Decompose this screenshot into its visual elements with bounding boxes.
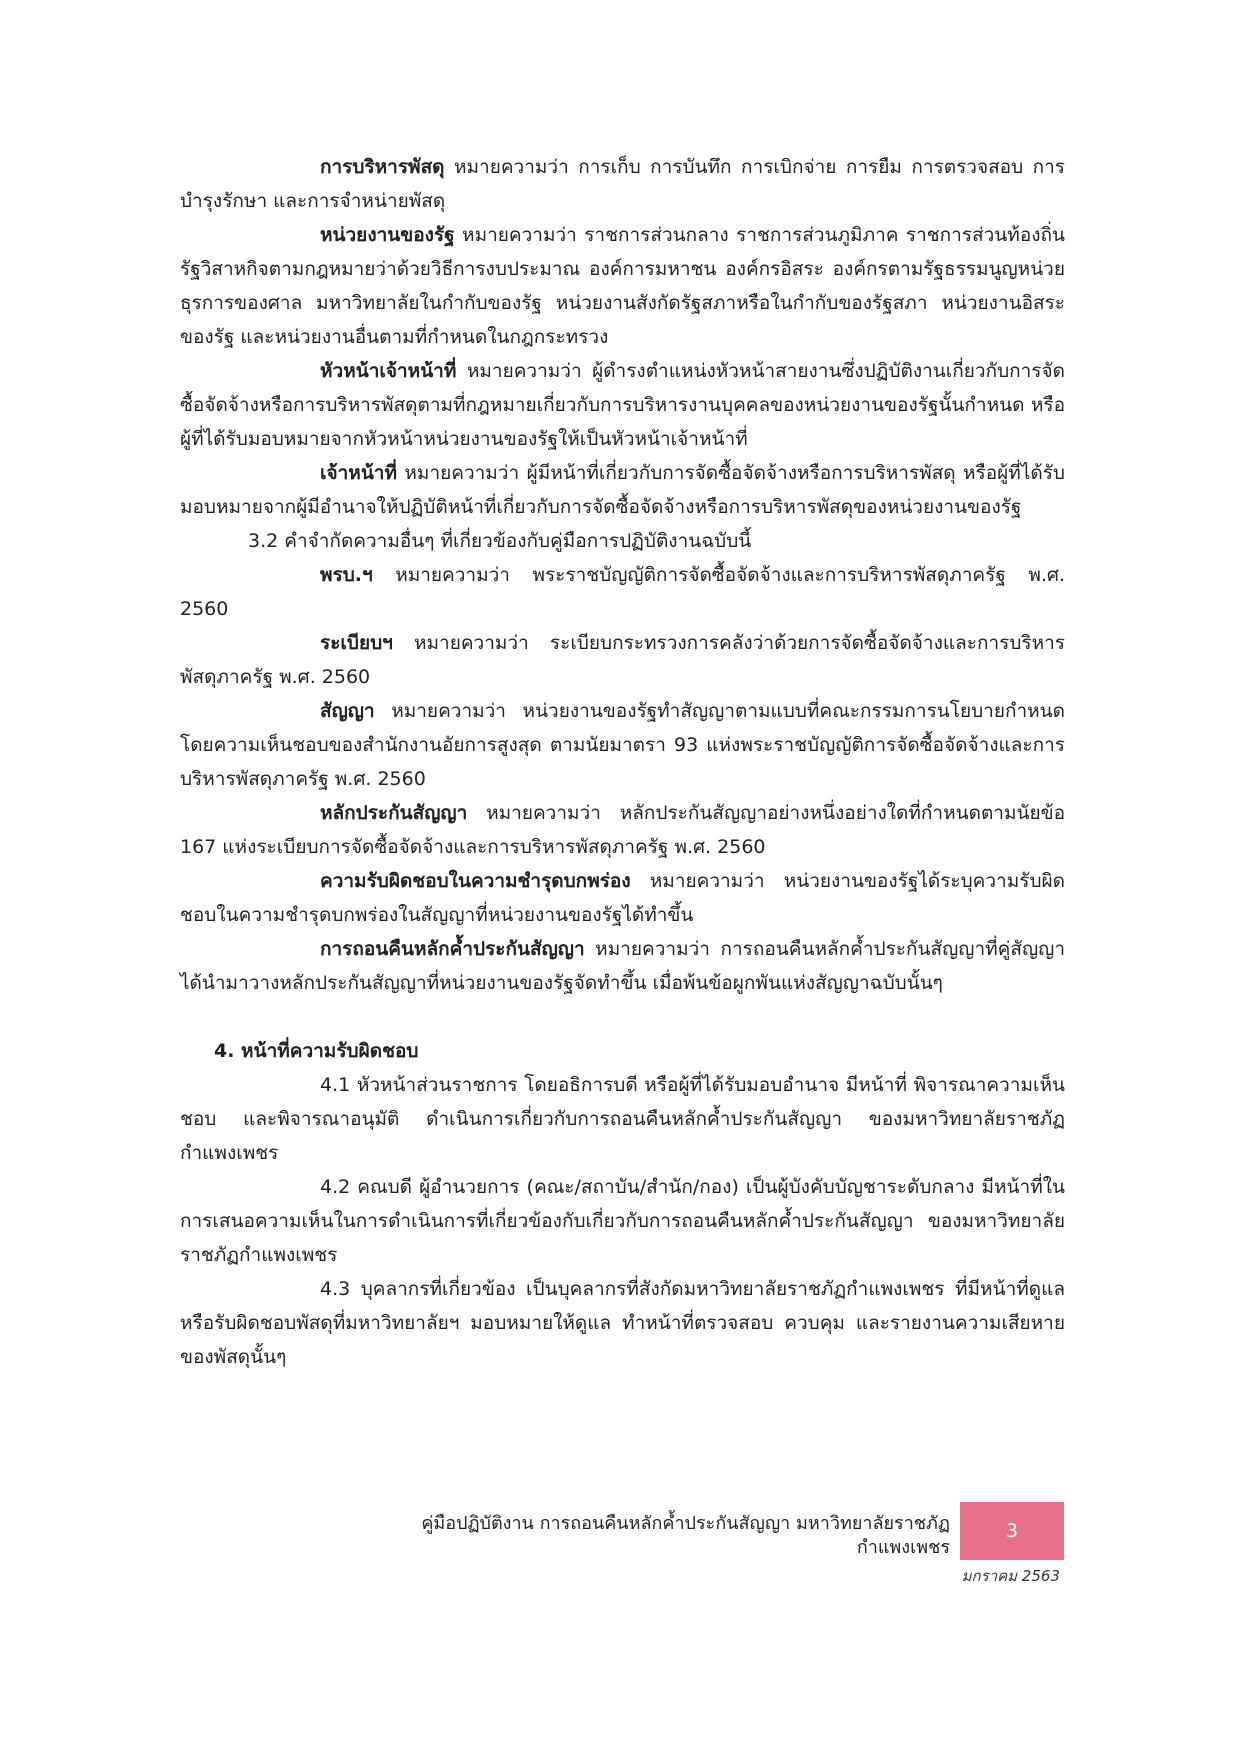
definition-paragraph bbox=[180, 864, 1065, 932]
definition-paragraph bbox=[180, 558, 1065, 626]
definition-text: หมายความว่า หน่วยงานของรัฐได้ระบุความรับผิดชอบในความชำรุดบกพร่องในสัญญาที่หน่วยงานของรัฐได้ทำขึ้น bbox=[180, 870, 1065, 926]
document-body bbox=[180, 150, 1065, 1374]
duty-paragraph: 4.1 หัวหน้าส่วนราชการ โดยอธิการบดี หรือผู้ที่ได้รับมอบอำนาจ มีหน้าที่ พิจารณาความเห็นชอบ และพิจารณาอนุมัติ ดำเนินการเกี่ยวกับการถอนคืนหลักค้ำประกันสัญญา ของมหาวิทยาลัยราชภัฏกำแพงเพชร bbox=[180, 1074, 1065, 1164]
definition-text: หมายความว่า ผู้มีหน้าที่เกี่ยวกับการจัดซื้อจัดจ้างหรือการบริหารพัสดุ หรือผู้ที่ได้รับมอบหมายจากผู้มีอำนาจให้ปฏิบัติหน้าที่เกี่ยวกับการจัดซื้อจัดจ้างหรือการบริหารพัสดุของหน่วยงานของรัฐ bbox=[180, 462, 1065, 518]
page-number-badge: 3 bbox=[960, 1502, 1064, 1560]
definition-paragraph bbox=[180, 218, 1065, 354]
section-4-heading: 4. หน้าที่ความรับผิดชอบ bbox=[214, 1040, 419, 1062]
definition-paragraph bbox=[180, 796, 1065, 864]
definition-text: หมายความว่า หน่วยงานของรัฐทำสัญญาตามแบบที่คณะกรรมการนโยบายกำหนด โดยความเห็นชอบของสำนักงานอัยการสูงสุด ตามนัยมาตรา 93 แห่งพระราชบัญญัติการจัดซื้อจัดจ้างและการบริหารพัสดุภาครัฐ พ.ศ. 2560 bbox=[180, 700, 1065, 790]
definition-text: หมายความว่า ระเบียบกระทรวงการคลังว่าด้วยการจัดซื้อจัดจ้างและการบริหารพัสดุภาครัฐ พ.ศ. 2560 bbox=[180, 632, 1065, 688]
footer-date: มกราคม 2563 bbox=[961, 1567, 1060, 1585]
definition-text: หมายความว่า การถอนคืนหลักค้ำประกันสัญญาที่คู่สัญญาได้นำมาวางหลักประกันสัญญาที่หน่วยงานของรัฐจัดทำขึ้น เมื่อพ้นข้อผูกพันแห่งสัญญาฉบับนั้นๆ bbox=[180, 938, 1065, 994]
definition-text: หมายความว่า การเก็บ การบันทึก การเบิกจ่าย การยืม การตรวจสอบ การบำรุงรักษา และการจำหน่ายพัสดุ bbox=[180, 156, 1065, 212]
duty-paragraph: 4.3 บุคลากรที่เกี่ยวข้อง เป็นบุคลากรที่สังกัดมหาวิทยาลัยราชภัฏกำแพงเพชร ที่มีหน้าที่ดูแลหรือรับผิดชอบพัสดุที่มหาวิทยาลัยฯ มอบหมายให้ดูแล ทำหน้าที่ตรวจสอบ ควบคุม และรายงานความเสียหายของพัสดุนั้นๆ bbox=[180, 1278, 1065, 1368]
definition-paragraph bbox=[180, 354, 1065, 456]
definition-text: หมายความว่า พระราชบัญญัติการจัดซื้อจัดจ้างและการบริหารพัสดุภาครัฐ พ.ศ. 2560 bbox=[180, 564, 1065, 620]
footer-manual-title: คู่มือปฏิบัติงาน การถอนคืนหลักค้ำประกันสัญญา มหาวิทยาลัยราชภัฏกำแพงเพชร bbox=[421, 1513, 950, 1558]
definition-term: ระเบียบฯ bbox=[320, 632, 393, 654]
definition-term: สัญญา bbox=[320, 700, 375, 722]
definition-paragraph bbox=[180, 932, 1065, 1000]
duty-paragraph: 4.2 คณบดี ผู้อำนวยการ (คณะ/สถาบัน/สำนัก/กอง) เป็นผู้บังคับบัญชาระดับกลาง มีหน้าที่ในการเสนอความเห็นในการดำเนินการที่เกี่ยวข้องกับเกี่ยวกับการถอนคืนหลักค้ำประกันสัญญา ของมหาวิทยาลัยราชภัฏกำแพงเพชร bbox=[180, 1176, 1065, 1266]
definition-term: เจ้าหน้าที่ bbox=[320, 462, 398, 484]
definition-text: หมายความว่า ราชการส่วนกลาง ราชการส่วนภูมิภาค ราชการส่วนท้องถิ่นรัฐวิสาหกิจตามกฎหมายว่าด้วยวิธีการงบประมาณ องค์การมหาชน องค์กรอิสระ องค์กรตามรัฐธรรมนูญหน่วยธุรการของศาล มหาวิทยาลัยในกำกับของรัฐ หน่วยงานสังกัดรัฐสภาหรือในกำกับของรัฐสภา หน่วยงานอิสระของรัฐ และหน่วยงานอื่นตามที่กำหนดในกฎกระทรวง bbox=[180, 224, 1065, 348]
definition-term: ความรับผิดชอบในความชำรุดบกพร่อง bbox=[320, 870, 631, 892]
definition-paragraph bbox=[180, 694, 1065, 796]
definition-text: หมายความว่า หลักประกันสัญญาอย่างหนึ่งอย่างใดที่กำหนดตามนัยข้อ 167 แห่งระเบียบการจัดซื้อจัดจ้างและการบริหารพัสดุภาครัฐ พ.ศ. 2560 bbox=[180, 802, 1065, 858]
definition-text: หมายความว่า ผู้ดำรงตำแหน่งหัวหน้าสายงานซึ่งปฏิบัติงานเกี่ยวกับการจัดซื้อจัดจ้างหรือการบริหารพัสดุตามที่กฎหมายเกี่ยวกับการบริหารงานบุคคลของหน่วยงานของรัฐนั้นกำหนด หรือผู้ที่ได้รับมอบหมายจากหัวหน้าหน่วยงานของรัฐให้เป็นหัวหน้าเจ้าหน้าที่ bbox=[180, 360, 1065, 450]
definition-paragraph bbox=[180, 150, 1065, 218]
definition-term: พรบ.ฯ bbox=[320, 564, 373, 586]
definition-term: หน่วยงานของรัฐ bbox=[320, 224, 455, 246]
definition-term: การถอนคืนหลักค้ำประกันสัญญา bbox=[320, 938, 585, 960]
definition-term: หลักประกันสัญญา bbox=[320, 802, 468, 824]
definition-paragraph bbox=[180, 456, 1065, 524]
definition-paragraph bbox=[180, 626, 1065, 694]
section-3-2-title: 3.2 คำจำกัดความอื่นๆ ที่เกี่ยวข้องกับคู่มือการปฏิบัติงานฉบับนี้ bbox=[248, 530, 752, 552]
definition-term: หัวหน้าเจ้าหน้าที่ bbox=[320, 360, 457, 382]
section-spacer bbox=[180, 1000, 1065, 1034]
definition-term: การบริหารพัสดุ bbox=[320, 156, 445, 178]
